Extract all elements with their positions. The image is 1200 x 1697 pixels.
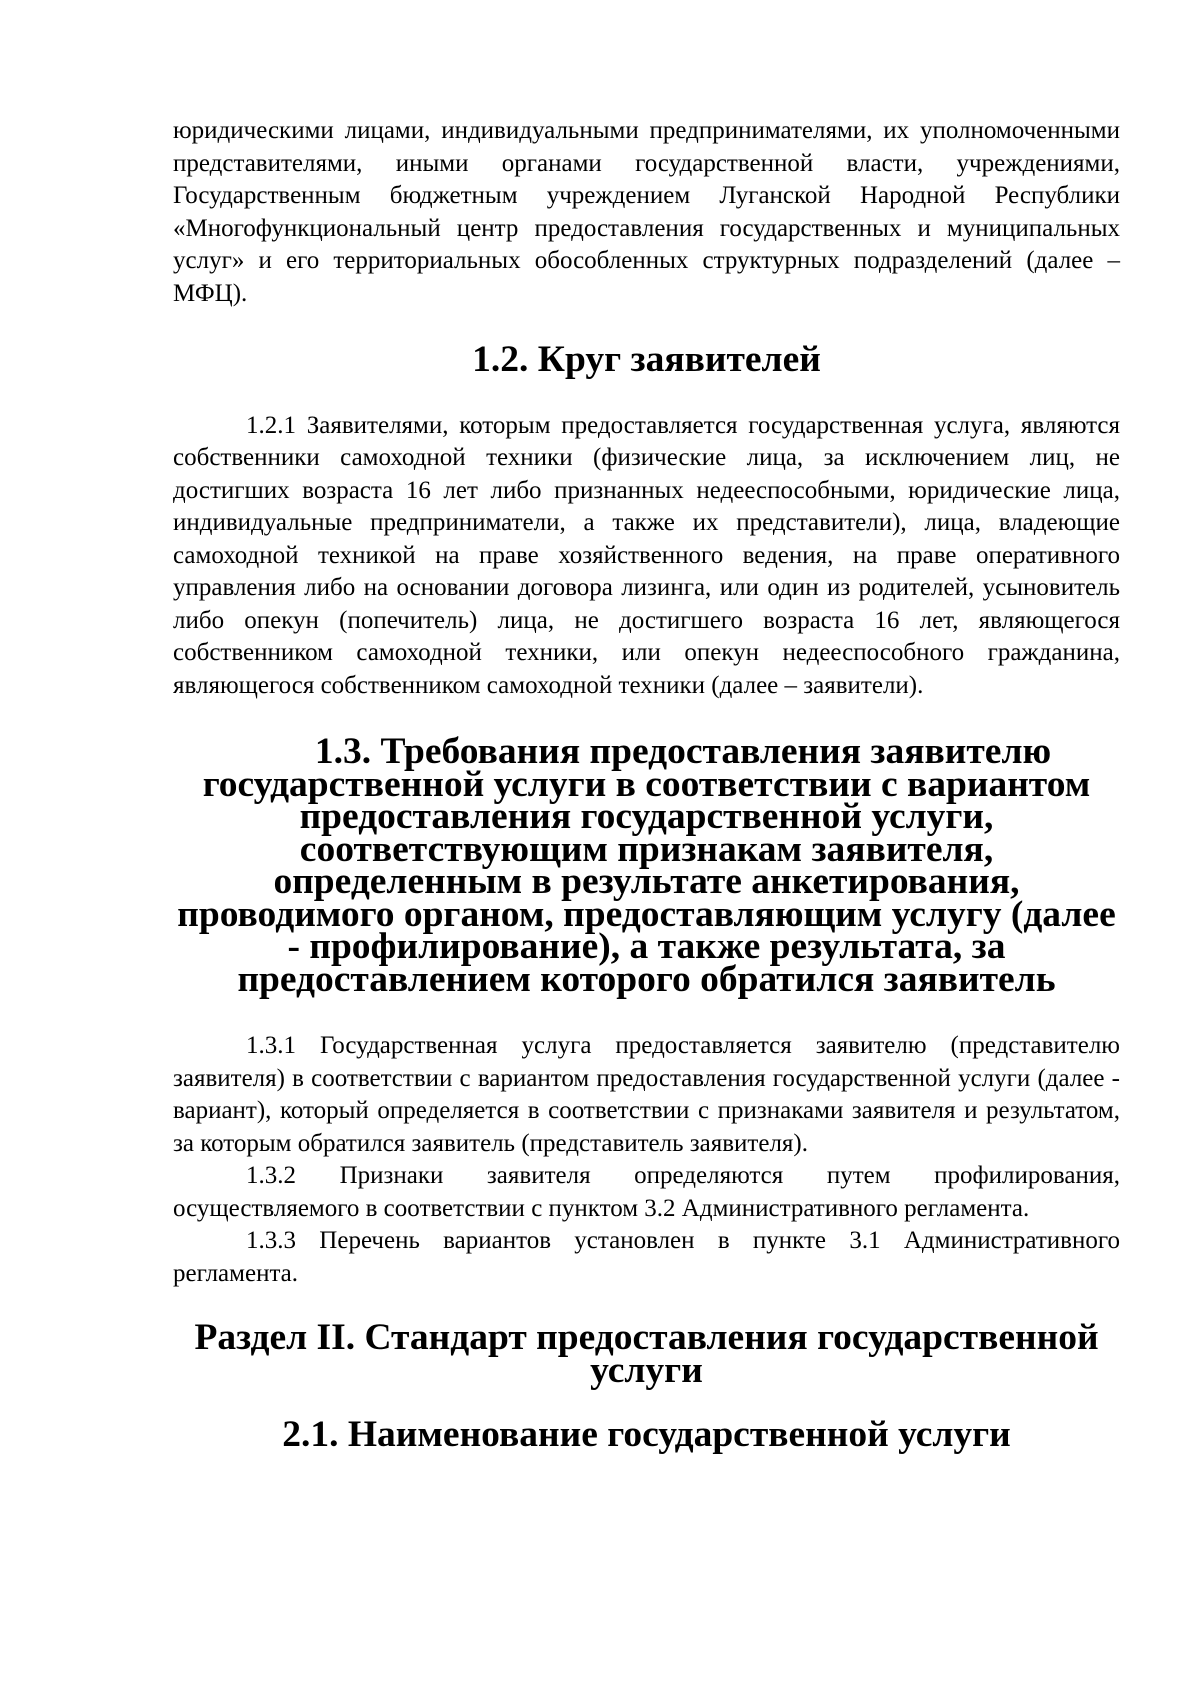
document-content — [173, 115, 1120, 1455]
paragraph-1-3-2: 1.3.2 Признаки заявителя определяются путем профилирования, осуществляемого в соответствии с пунктом 3.2 Административного регламента. — [173, 1162, 1120, 1222]
heading-2-1: 2.1. Наименование государственной услуги — [282, 1414, 1011, 1455]
heading-1-2: 1.2. Круг заявителей — [472, 339, 821, 380]
paragraph-1-2-1: 1.2.1 Заявителями, которым предоставляется государственная услуга, являются собственники самоходной техники (физические лица, за исключением лиц, не достигших возраста 16 лет либо признанных недееспособными, юридические лица, индивидуальные предприниматели, а также их представители), лица, владеющие самоходной техникой на праве хозяйственного ведения, на праве оперативного управления либо на основании договора лизинга, или один из родителей, усыновитель либо опекун (попечитель) лица, не достигшего возраста 16 лет, являющегося собственником самоходной техники, или опекун недееспособного гражданина, являющегося собственником самоходной техники (далее – заявители). — [173, 411, 1120, 699]
section-2-heading: Раздел II. Стандарт предоставления государственной услуги — [194, 1317, 1099, 1391]
paragraph-1-3-3: 1.3.3 Перечень вариантов установлен в пункте 3.1 Административного регламента. — [173, 1227, 1120, 1287]
heading-1-3: 1.3. Требования предоставления заявителю государственной услуги в соответствии с вариантом предоставления государственной услуги, соответствующим признакам заявителя, определенным в результате анкетирования, проводимого органом, предоставляющим услугу (далее - профилирование), а также результата, за предоставлением которого обратился заявитель — [177, 731, 1116, 1000]
intro-paragraph: юридическими лицами, индивидуальными предпринимателями, их уполномоченными представителями, иными органами государственной власти, учреждениями, Государственным бюджетным учреждением Луганской Народной Республики «Многофункциональный центр предоставления государственных и муниципальных услуг» и его территориальных обособленных структурных подразделений (далее – МФЦ). — [173, 117, 1120, 307]
paragraph-1-3-1: 1.3.1 Государственная услуга предоставляется заявителю (представителю заявителя) в соответствии с вариантом предоставления государственной услуги (далее - вариант), который определяется в соответствии с признаками заявителя и результатом, за которым обратился заявитель (представитель заявителя). — [173, 1032, 1120, 1157]
